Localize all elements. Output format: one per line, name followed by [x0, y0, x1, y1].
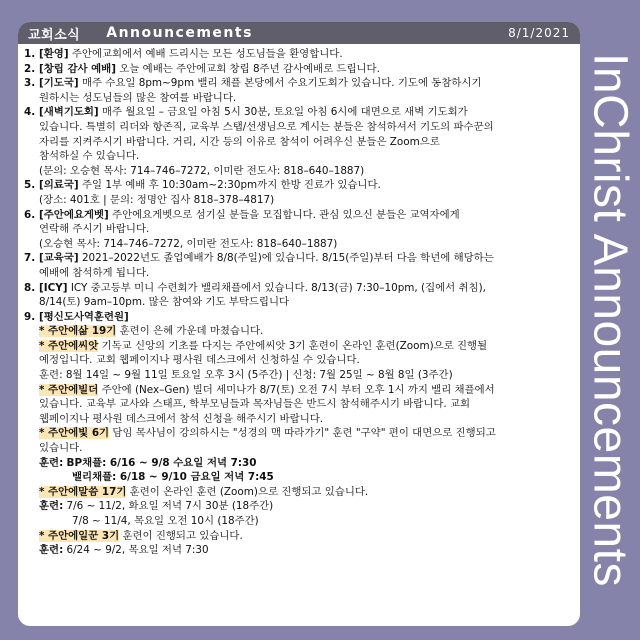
training-line — [39, 383, 572, 398]
item-line — [39, 266, 572, 281]
training-line — [39, 441, 572, 456]
training-highlight: * 주안에일꾼 3기 — [39, 529, 120, 542]
item-line-text: 예배에 참석하게 됩니다. — [39, 266, 150, 279]
header-english-title: Announcements — [106, 25, 253, 41]
item-line — [39, 295, 572, 310]
item-line — [39, 164, 572, 179]
announcement-list — [18, 44, 580, 558]
item-number: 7. — [24, 252, 36, 265]
announcement-item — [24, 178, 572, 207]
training-highlight: * 주안에빌더 — [39, 383, 99, 396]
item-line-text: 주안에교회에서 예배 드리시는 모든 성도님들을 환영합니다. — [71, 48, 343, 60]
item-line — [39, 251, 572, 266]
item-line-text: 오늘 예배는 주안에교회 창립 8주년 감사예배로 드립니다. — [119, 62, 380, 75]
header-korean-title: 교회소식 — [28, 27, 81, 43]
training-text: 있습니다. — [39, 442, 83, 455]
item-line-text: 있습니다. 특별히 리더와 항존직, 교육부 스탭/선생님으로 계시는 분들은 참석하셔서 기도의 파수꾼의 — [39, 120, 494, 133]
schedule-row — [24, 499, 572, 514]
training-text: 훈련이 진행되고 있습니다. — [122, 529, 243, 542]
training-entries — [24, 324, 572, 455]
item-tag: [새벽기도회] — [39, 106, 99, 119]
item-text — [39, 47, 572, 62]
item-line — [39, 76, 572, 91]
item-number: 9. — [24, 310, 36, 323]
training-highlight: * 주안에말씀 17기 — [39, 485, 127, 498]
training-text: 훈련이 온라인 훈련 (Zoom)으로 진행되고 있습니다. — [129, 485, 369, 498]
item-line — [39, 91, 572, 106]
item-line — [39, 237, 572, 252]
announcement-item — [24, 76, 572, 105]
announcement-item — [24, 310, 572, 325]
item-line — [39, 281, 572, 296]
training-line — [39, 426, 572, 441]
schedule-label: 훈련: — [39, 456, 64, 469]
item-line-text: 원하시는 성도님들의 많은 참여를 바랍니다. — [39, 91, 237, 104]
schedule-line: 6/24 ~ 9/2, 목요일 저녁 7:30 — [66, 544, 209, 557]
item-line-text: 8/14(토) 9am–10pm. 많은 참여와 기도 부탁드립니다 — [39, 296, 290, 309]
announcement-item — [24, 281, 572, 310]
announcement-item — [24, 251, 572, 280]
item-tag: [평신도사역훈련원] — [39, 310, 129, 323]
training-entry — [24, 324, 572, 339]
item-number: 3. — [24, 77, 36, 90]
training-entry — [24, 426, 572, 455]
item-text — [39, 105, 572, 178]
item-line-text: 연락해 주시기 바랍니다. — [39, 223, 150, 236]
item-tag: [환영] — [39, 48, 69, 60]
side-title-text: InChrist Announcements — [583, 53, 637, 587]
item-text — [39, 251, 572, 280]
item-tag: [의료국] — [39, 179, 79, 192]
item-line — [39, 193, 572, 208]
training-highlight: * 주안에삶 19기 — [39, 325, 117, 338]
training-text: 있습니다. 교육부 교사와 스태프, 학부모님들과 목자님들은 반드시 참석해주시기 바랍니다. 교회 — [39, 398, 471, 411]
training-text: 예정입니다. 교회 웹페이지나 평사원 데스크에서 신청하실 수 있습니다. — [39, 354, 360, 367]
item-line — [39, 120, 572, 135]
item-tag: [교육국] — [39, 252, 79, 265]
training-entry — [24, 383, 572, 427]
item-line-text: (문의: 오승현 목사: 714–746–7272, 이미란 전도사: 818–640–1887) — [39, 164, 365, 177]
item-text — [39, 178, 572, 207]
schedule-line: BP채플: 6/16 ~ 9/8 수요일 저녁 7:30 — [66, 456, 257, 469]
training-line — [39, 412, 572, 427]
schedule-line: 7/8 ~ 11/4, 목요일 오전 10시 (18주간) — [72, 515, 259, 527]
training-line — [39, 339, 572, 354]
training-text: 담임 목사님이 강의하시는 "성경의 맥 따라가기" 훈련 "구약" 편이 대면으로 진행되고 — [112, 427, 496, 440]
item-line-text: 주안에요게벳으로 섬기실 분들을 모집합니다. 관심 있으신 분들은 교역자에게 — [112, 208, 460, 221]
item-line — [39, 105, 572, 120]
header-date: 8/1/2021 — [508, 26, 570, 40]
training-text: 주안에 (Nex–Gen) 빌더 세미나가 8/7(토) 오전 7시 부터 오후 1시 까지 밸리 채플에서 — [101, 383, 495, 396]
item-line-text: 참석하실 수 있습니다. — [39, 150, 140, 163]
item-tag: [창립 감사 예배] — [39, 62, 116, 75]
item-text — [39, 281, 572, 310]
training-line — [39, 368, 572, 383]
item-number: 5. — [24, 179, 36, 192]
item-number: 4. — [24, 106, 36, 119]
item-tag: [주안에요게벳] — [39, 208, 109, 221]
item-text — [39, 208, 572, 252]
item-line — [39, 178, 572, 193]
item-tag: [ICY] — [39, 281, 68, 294]
item-line — [39, 222, 572, 237]
training-entry — [24, 485, 572, 500]
item-line — [39, 149, 572, 164]
item-number: 8. — [24, 281, 36, 294]
item-text — [39, 62, 572, 77]
item-line-text: 주일 1부 예배 후 10:30am~2:30pm까지 한방 진료가 있습니다. — [81, 179, 381, 192]
schedule-label: 훈련: — [39, 500, 64, 513]
schedule-row — [24, 543, 572, 558]
item-line — [39, 47, 572, 62]
item-line-text: 자리를 지켜주시기 바랍니다. 거리, 시간 등의 이유로 참석이 어려우신 분들은 Zoom으로 — [39, 135, 440, 148]
item-number: 2. — [24, 62, 36, 75]
training-line — [39, 397, 572, 412]
header-bar — [18, 22, 580, 44]
item-line — [39, 135, 572, 150]
schedule-line: 7/6 ~ 11/2, 화요일 저녁 7시 30분 (18주간) — [66, 500, 274, 513]
item-line-text: ICY 중고등부 미니 수련회가 밸리채플에서 있습니다. 8/13(금) 7:30–10pm, (집에서 취침), — [70, 281, 486, 294]
item-line-text: (오승현 목사: 714–746–7272, 이미란 전도사: 818–640–1887) — [39, 237, 338, 250]
item-line-text: 매주 월요일 – 금요일 아침 5시 30분, 토요일 아침 6시에 대면으로 새벽 기도회가 — [102, 106, 468, 119]
item-line-text: (장소: 401호 | 문의: 정명안 집사 818–378–4817) — [39, 193, 275, 206]
item-number: 1. — [24, 48, 36, 60]
item-line — [39, 62, 572, 77]
side-title — [583, 10, 637, 630]
item-number: 6. — [24, 208, 36, 221]
item-tag: [기도국] — [39, 77, 79, 90]
training-line — [39, 324, 572, 339]
training-text: 기독교 신앙의 기초를 다지는 주안에씨앗 3기 훈련이 온라인 훈련(Zoom)으로 진행될 — [101, 339, 488, 352]
item-line — [39, 208, 572, 223]
schedule-line: 밸리채플: 6/18 ~ 9/10 금요일 저녁 7:45 — [72, 471, 274, 484]
item-text — [39, 76, 572, 105]
training-highlight: * 주안에씨앗 — [39, 339, 99, 352]
training-entry — [24, 339, 572, 383]
schedule-row — [24, 456, 572, 471]
announcement-item — [24, 62, 572, 77]
announcement-item — [24, 208, 572, 252]
training-entry — [24, 529, 572, 544]
items-container — [24, 47, 572, 310]
training-text: 웹페이지나 평사원 데스크에서 참석 신청을 해주시기 바랍니다. — [39, 412, 324, 425]
announcements-card — [18, 22, 580, 626]
item-line-text: 2021–2022년도 졸업예배가 8/8(주일)에 있습니다. 8/15(주일)부터 다음 학년에 해당하는 — [81, 252, 494, 265]
training-highlight: * 주안에빛 6기 — [39, 427, 110, 440]
training-text: 훈련: 8월 14일 ~ 9월 11일 토요일 오후 3시 (5주간) | 신청: 7월 25일 ~ 8월 8일 (3주간) — [39, 369, 453, 382]
announcement-item — [24, 105, 572, 178]
schedule-label: 훈련: — [39, 544, 64, 557]
training-line — [39, 353, 572, 368]
training-text: 훈련이 은혜 가운데 마쳤습니다. — [119, 325, 264, 338]
item-line-text: 매주 수요일 8pm~9pm 밸리 채플 본당에서 수요기도회가 있습니다. 기도에 동참하시기 — [81, 77, 482, 90]
announcement-item — [24, 47, 572, 62]
